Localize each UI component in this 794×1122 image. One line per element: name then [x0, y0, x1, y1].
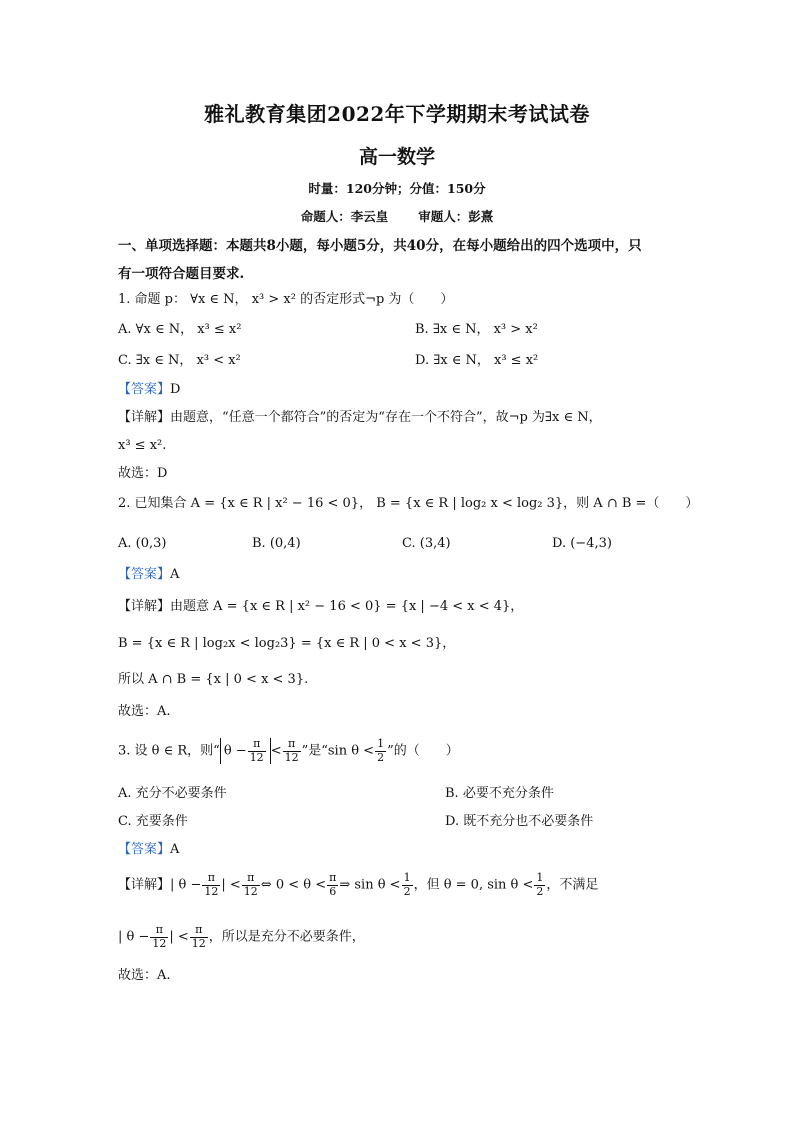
q1-stem: 1. 命题 p： ∀x ∈ N， x³ > x² 的否定形式¬p 为（ ） [118, 292, 454, 307]
q2-detail-line3: 所以 A ∩ B = {x | 0 < x < 3}. [118, 672, 309, 687]
q3-answer [118, 842, 179, 858]
q2-answer [118, 567, 179, 583]
q2-option-d: D. (−4,3) [552, 536, 612, 551]
answer-tag: 【答案】 [118, 382, 171, 397]
q3-option-b: B. 必要不充分条件 [445, 786, 554, 801]
q2-detail-line1: 【详解】由题意 A = {x ∈ R | x² − 16 < 0} = {x | −4 < x < 4}， [118, 599, 524, 614]
section-heading-line1: 一、单项选择题：本题共8小题，每小题5分，共40分，在每小题给出的四个选项中，只 [118, 238, 642, 254]
q3-option-c: C. 充要条件 [118, 814, 188, 829]
answer-tag: 【答案】 [118, 567, 171, 582]
q2-option-c: C. (3,4) [402, 536, 451, 551]
q1-answer [118, 382, 180, 398]
q3-stem: 3. 设 θ ∈ R，则“ θ − $\frac{\pi}{12}$ < $\frac{\pi}{12}$ ”是“sin θ < $\frac{1}{2}$ ”的（ ） [118, 737, 459, 764]
exam-time-score: 时量：120分钟；分值：150分 [308, 181, 486, 196]
q1-choice: 故选：D [118, 466, 168, 481]
section-heading-line2: 有一项符合题目要求. [118, 266, 245, 282]
answer-value: A [170, 842, 180, 857]
q3-detail-line2: | θ − $\frac{\pi}{12}$ | < $\frac{\pi}{12}$ ，所以是充分不必要条件， [118, 923, 365, 950]
exam-title: 雅礼教育集团2022年下学期期末考试试卷 [204, 102, 590, 126]
q2-detail-line2: B = {x ∈ R | log₂x < log₂3} = {x ∈ R | 0 < x < 3}， [118, 636, 456, 651]
fraction: $\frac{1}{2}$ [536, 871, 544, 898]
fraction: $\frac{\pi}{12}$ [152, 923, 167, 950]
fraction: $\frac{\pi}{12}$ [284, 737, 299, 764]
q3-option-a: A. 充分不必要条件 [118, 786, 227, 801]
q2-stem: 2. 已知集合 A = {x ∈ R | x² − 16 < 0}， B = {x ∈ R | log₂ x < log₂ 3}，则 A ∩ B =（ ） [118, 496, 699, 511]
q2-option-a: A. (0,3) [118, 536, 167, 551]
fraction: $\frac{\pi}{12}$ [249, 737, 264, 764]
fraction: $\frac{1}{2}$ [377, 737, 385, 764]
abs-expression: θ − $\frac{\pi}{12}$ [220, 738, 271, 764]
q3-choice: 故选：A. [118, 968, 171, 983]
q1-detail-line1: 【详解】由题意，“任意一个都符合”的否定为“存在一个不符合”，故¬p 为∃x ∈ N， [118, 410, 602, 425]
fraction: $\frac{\pi}{6}$ [329, 871, 337, 898]
exam-authors [0, 207, 794, 225]
answer-value: A [170, 567, 180, 582]
exam-subtitle: 高一数学 [358, 146, 435, 168]
q1-option-b: B. ∃x ∈ N， x³ > x² [415, 322, 538, 337]
q3-detail-line1: 【详解】| θ − $\frac{\pi}{12}$ | < $\frac{\pi}{12}$ ⇔ 0 < θ < $\frac{\pi}{6}$ ⇒ sin θ < $\frac{1}{2}$ ，但 θ = 0, sin θ < $\frac{1}{2}$ ，不满足 [118, 871, 599, 898]
fraction: $\frac{1}{2}$ [403, 871, 411, 898]
fraction: $\frac{\pi}{12}$ [191, 923, 206, 950]
answer-value: D [170, 382, 181, 397]
q1-option-d: D. ∃x ∈ N， x³ ≤ x² [415, 353, 539, 368]
q1-option-a: A. ∀x ∈ N， x³ ≤ x² [118, 322, 242, 337]
q1-option-c: C. ∃x ∈ N， x³ < x² [118, 353, 241, 368]
fraction: $\frac{\pi}{12}$ [243, 871, 258, 898]
q2-choice: 故选：A. [118, 704, 171, 719]
q1-detail-line2: x³ ≤ x². [118, 438, 167, 453]
q2-option-b: B. (0,4) [252, 536, 301, 551]
proposer: 命题人：李云皇 [300, 209, 389, 224]
reviewer: 审题人：彭熹 [418, 209, 494, 224]
fraction: $\frac{\pi}{12}$ [204, 871, 219, 898]
q3-option-d: D. 既不充分也不必要条件 [445, 814, 594, 829]
answer-tag: 【答案】 [118, 842, 171, 857]
